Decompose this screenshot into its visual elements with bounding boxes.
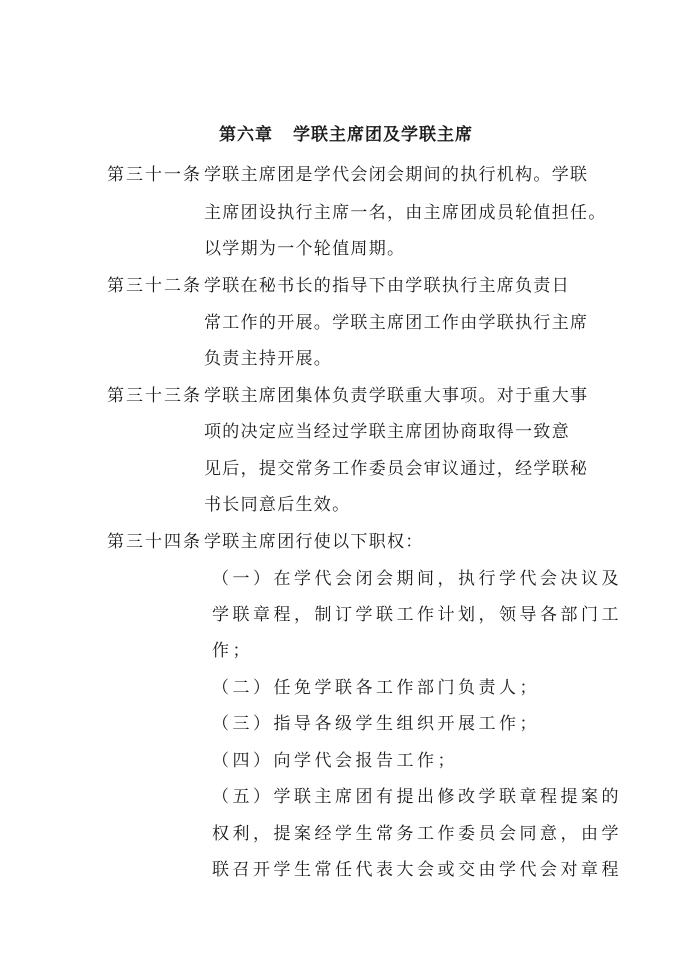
article-text-line: 学联主席团行使以下职权： [204, 532, 424, 552]
article-text-line: 负责主持开展。 [204, 349, 333, 369]
article-text-line: 学联主席团集体负责学联重大事项。对于重大事 [204, 386, 589, 406]
article-text-line: 书长同意后生效。 [204, 495, 351, 515]
article-label: 第三十一条 [107, 165, 202, 185]
article-label: 第三十四条 [107, 532, 202, 552]
list-item-line: 权利，提案经学生常务工作委员会同意，由学 [212, 824, 622, 844]
list-item-line: 联召开学生常任代表大会或交由学代会对章程 [212, 860, 622, 880]
list-item-line: （一）在学代会闭会期间，执行学代会决议及 [212, 569, 622, 589]
chapter-heading [0, 122, 692, 148]
article-text-line: 主席团设执行主席一名，由主席团成员轮值担任。 [204, 203, 607, 223]
list-item-line: （二）任免学联各工作部门负责人； [212, 678, 540, 698]
article-text-line: 见后，提交常务工作委员会审议通过，经学联秘 [204, 459, 589, 479]
chapter-number: 第六章 [219, 125, 273, 145]
article-label: 第三十二条 [107, 276, 202, 296]
article-text-line: 学联主席团是学代会闭会期间的执行机构。学联 [204, 165, 589, 185]
article-text-line: 学联在秘书长的指导下由学联执行主席负责日 [204, 276, 570, 296]
list-item-line: （三）指导各级学生组织开展工作； [212, 714, 540, 734]
list-item-line: 作； [212, 641, 253, 661]
article-text-line: 以学期为一个轮值周期。 [204, 239, 406, 259]
list-item-line: 学联章程，制订学联工作计划，领导各部门工 [212, 605, 622, 625]
chapter-title: 学联主席团及学联主席 [293, 125, 473, 145]
article-text-line: 项的决定应当经过学联主席团协商取得一致意 [204, 422, 570, 442]
article-text-line: 常工作的开展。学联主席团工作由学联执行主席 [204, 313, 589, 333]
list-item-line: （四）向学代会报告工作； [212, 751, 458, 771]
list-item-line: （五）学联主席团有提出修改学联章程提案的 [212, 787, 622, 807]
article-label: 第三十三条 [107, 386, 202, 406]
